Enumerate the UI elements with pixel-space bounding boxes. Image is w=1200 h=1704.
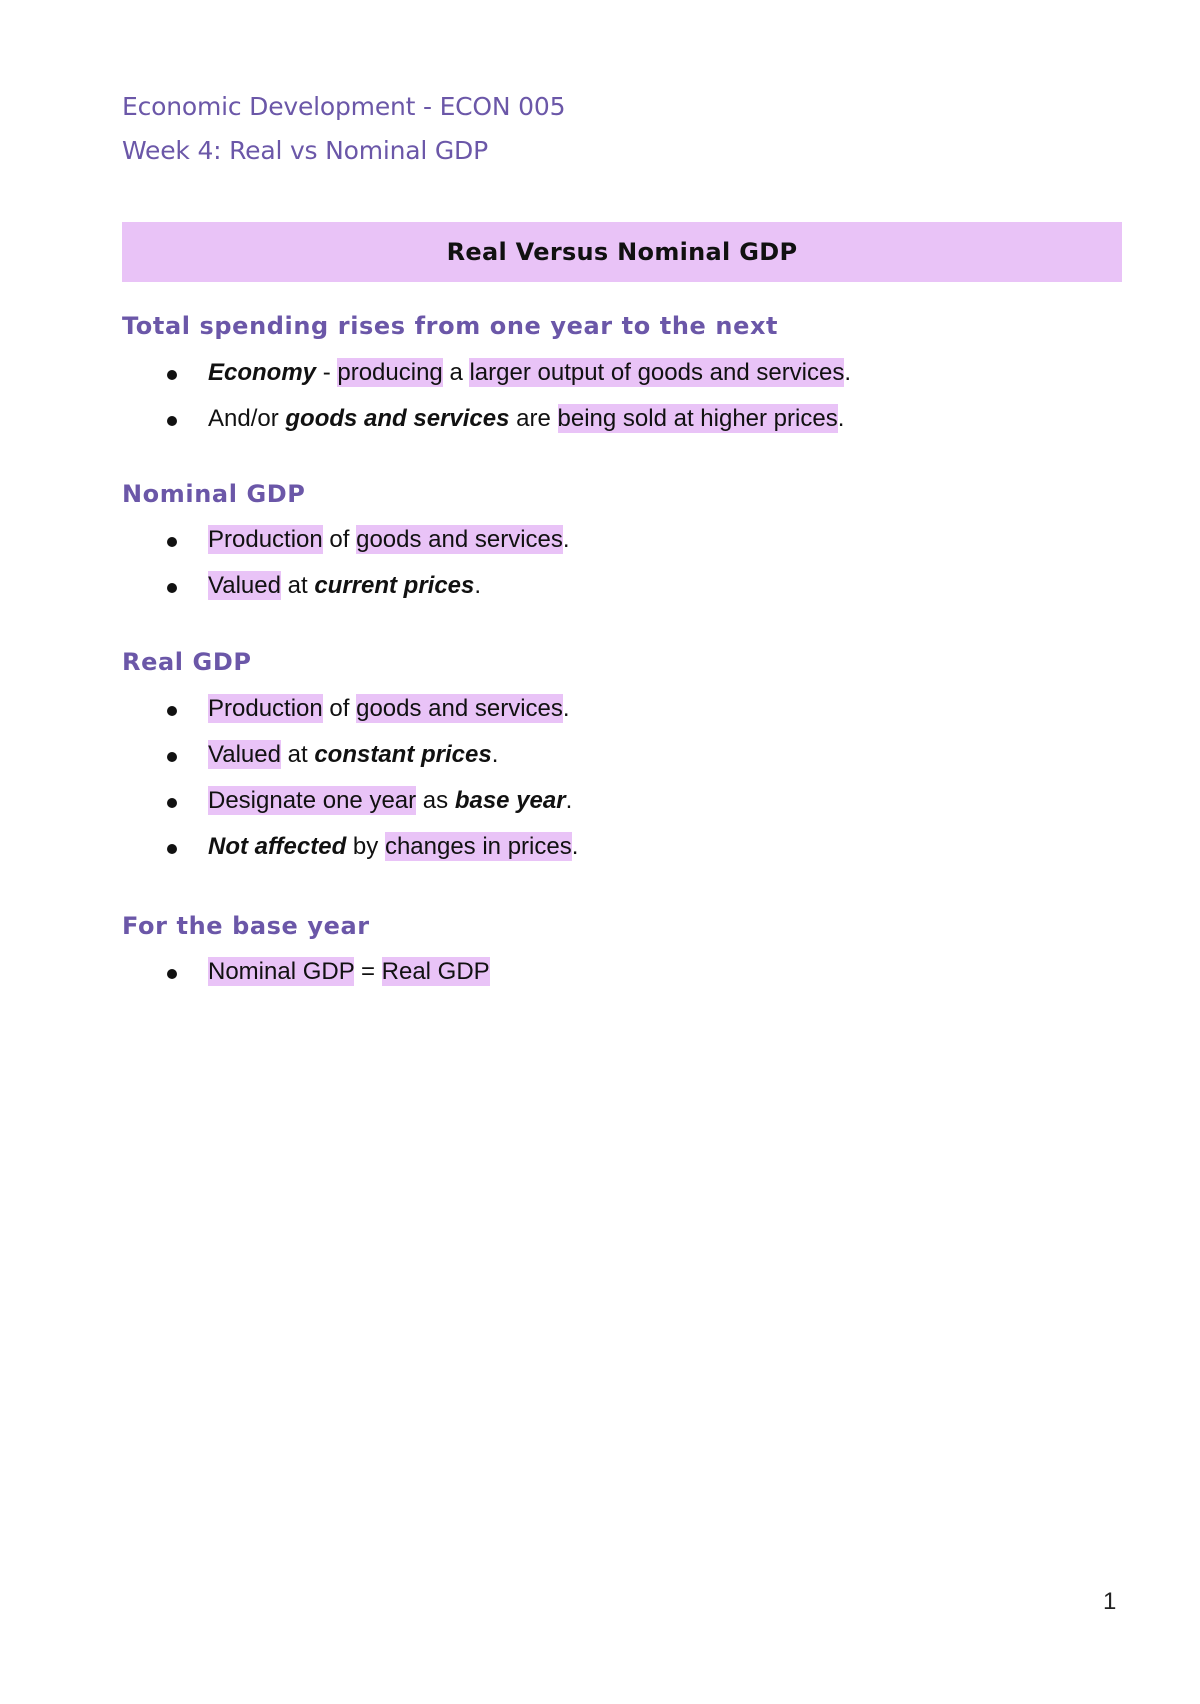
- text-run: .: [837, 405, 845, 432]
- page-number: 1: [1103, 1588, 1117, 1615]
- section-banner: [122, 222, 1122, 282]
- highlighted-text: Valued: [208, 741, 281, 768]
- bullet-list-nominal-gdp: [0, 525, 570, 617]
- emphasized-text: base year: [454, 787, 566, 814]
- list-item: [0, 358, 851, 404]
- text-run: .: [491, 741, 499, 768]
- section-title-total-spending: Total spending rises from one year to the next: [122, 312, 779, 340]
- list-item: [0, 786, 578, 832]
- bullet-icon: [167, 706, 177, 716]
- highlighted-text: Nominal GDP: [208, 958, 355, 985]
- bullet-list-total-spending: [0, 358, 851, 450]
- list-item: [0, 740, 578, 786]
- highlighted-text: producing: [337, 359, 443, 386]
- text-run: by: [346, 833, 385, 860]
- text-run: of: [322, 526, 357, 553]
- highlighted-text: Valued: [208, 572, 281, 599]
- text-run: .: [571, 833, 579, 860]
- bullet-icon: [167, 583, 177, 593]
- list-item: [0, 832, 578, 878]
- highlighted-text: goods and services: [356, 695, 563, 722]
- highlighted-text: larger output of goods and services: [469, 359, 845, 386]
- bullet-icon: [167, 969, 177, 979]
- week-title: Week 4: Real vs Nominal GDP: [122, 136, 488, 165]
- highlighted-text: Production: [208, 526, 323, 553]
- emphasized-text: Economy: [208, 359, 317, 386]
- highlighted-text: changes in prices: [384, 833, 572, 860]
- emphasized-text: constant prices: [314, 741, 492, 768]
- highlighted-text: Real GDP: [381, 958, 490, 985]
- bullet-icon: [167, 537, 177, 547]
- emphasized-text: Not affected: [208, 833, 347, 860]
- highlighted-text: Production: [208, 695, 323, 722]
- section-title-nominal-gdp: Nominal GDP: [122, 480, 306, 508]
- list-item: [0, 957, 490, 1003]
- text-run: .: [844, 359, 852, 386]
- emphasized-text: current prices: [314, 572, 475, 599]
- text-run: =: [354, 958, 382, 985]
- highlighted-text: being sold at higher prices: [557, 405, 838, 432]
- text-run: And/or: [208, 405, 286, 432]
- emphasized-text: goods and services: [285, 405, 510, 432]
- bullet-icon: [167, 844, 177, 854]
- text-run: at: [280, 572, 315, 599]
- text-run: .: [474, 572, 482, 599]
- section-title-real-gdp: Real GDP: [122, 648, 252, 676]
- bullet-list-base-year: [0, 957, 490, 1003]
- section-title-base-year: For the base year: [122, 912, 370, 940]
- text-run: at: [280, 741, 315, 768]
- list-item: [0, 404, 851, 450]
- text-run: of: [322, 695, 357, 722]
- highlighted-text: goods and services: [356, 526, 563, 553]
- text-run: -: [316, 359, 338, 386]
- list-item: [0, 525, 570, 571]
- list-item: [0, 571, 570, 617]
- list-item: [0, 694, 578, 740]
- banner-title: Real Versus Nominal GDP: [446, 238, 798, 266]
- text-run: as: [416, 787, 455, 814]
- text-run: .: [562, 695, 570, 722]
- bullet-list-real-gdp: [0, 694, 578, 878]
- text-run: .: [562, 526, 570, 553]
- text-run: a: [442, 359, 470, 386]
- bullet-icon: [167, 752, 177, 762]
- text-run: are: [509, 405, 558, 432]
- text-run: .: [565, 787, 573, 814]
- bullet-icon: [167, 798, 177, 808]
- highlighted-text: Designate one year: [208, 787, 417, 814]
- course-title: Economic Development - ECON 005: [122, 92, 566, 121]
- bullet-icon: [167, 416, 177, 426]
- bullet-icon: [167, 370, 177, 380]
